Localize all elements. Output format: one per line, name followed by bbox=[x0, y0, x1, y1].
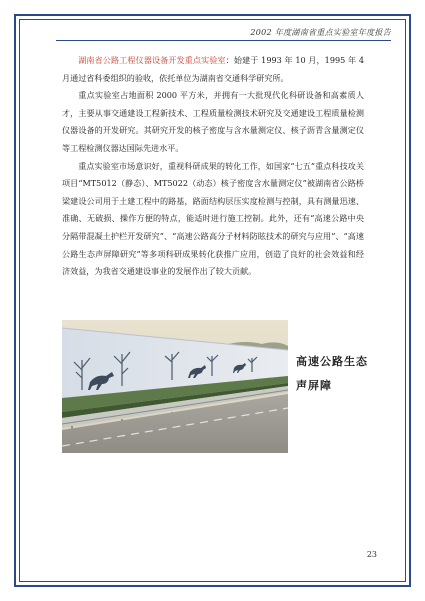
paragraph-intro bbox=[62, 52, 364, 87]
report-header-title: 2002 年度湖南省重点实验室年度报告 bbox=[250, 28, 391, 37]
sound-barrier-photo bbox=[62, 320, 288, 453]
paragraph-intro-text: ：始建于 1993 年 10 月，1995 年 4 月通过省科委组织的验收，依托单位为湖南省交通科学研究所。 bbox=[62, 55, 364, 83]
paragraph-facilities: 重点实验室占地面积 2000 平方米，并拥有一大批现代化科研设备和高素质人才，主要从事交通建设工程新技术、工程质量检测技术研究及交通建设工程质量检测仪器设备的开发研究。其研究开发的核子密度与含水量测定仪、核子沥青含量测定仪等工程检测仪器达国际先进水平。 bbox=[62, 90, 364, 153]
body-text bbox=[62, 52, 364, 281]
photo-caption: 高速公路生态声屏障 bbox=[296, 355, 368, 392]
page-number: 23 bbox=[366, 550, 377, 559]
lab-name: 湖南省公路工程仪器设备开发重点实验室 bbox=[78, 55, 226, 65]
header-rule bbox=[56, 40, 391, 41]
paragraph-achievements: 重点实验室市场意识好，重视科研成果的转化工作，如国家“七五”重点科技攻关项目“MT5012（静态）、MT5022（动态）核子密度含水量测定仪”被湖南省公路桥梁建设公司用于土建工程中的路基，路面结构层压实度检测与控制，具有测量迅速、准确、无破损、操作方便的特点，能适时进行施工控制。此外，还有“高速公路中央分隔带混凝土护栏开发研究”、“高速公路高分子材料防眩技术的研究与应用”、“高速公路生态声屏障研究”等多项科研成果转化获推广应用，创造了良好的社会效益和经济效益，为我省交通建设事业的发展作出了较大贡献。 bbox=[62, 160, 364, 277]
